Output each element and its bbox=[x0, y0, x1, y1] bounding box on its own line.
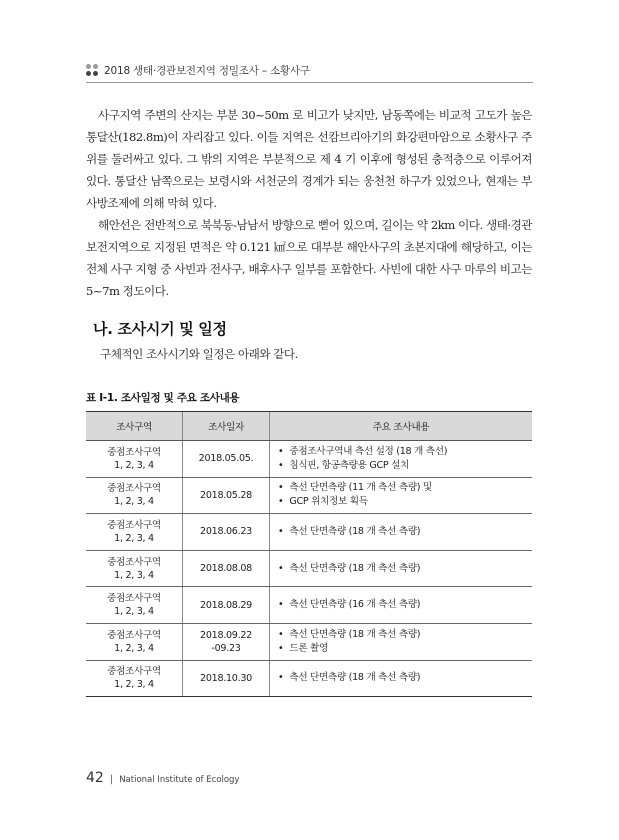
survey-date: 2018.08.08 bbox=[200, 563, 252, 575]
area-numbers: 1, 2, 3, 4 bbox=[114, 606, 154, 618]
cell-area bbox=[86, 587, 183, 624]
cell-content bbox=[270, 514, 533, 551]
cell-content bbox=[270, 623, 533, 660]
content-list bbox=[278, 481, 532, 509]
area-numbers: 1, 2, 3, 4 bbox=[114, 532, 154, 544]
cell-content bbox=[270, 477, 533, 514]
cell-date bbox=[183, 660, 270, 697]
table-caption: 표 Ⅰ-1. 조사일정 및 주요 조사내용 bbox=[86, 392, 240, 404]
content-item: • 드론 촬영 bbox=[278, 642, 532, 656]
cell-area bbox=[86, 441, 183, 478]
cell-date bbox=[183, 477, 270, 514]
content-item: • 측선 단면측량 (18 개 측선 측량) bbox=[278, 671, 532, 685]
page-header bbox=[86, 60, 310, 80]
header-date: 조사일자 bbox=[183, 412, 270, 441]
content-item: • 측선 단면측량 (18 개 측선 측량) bbox=[278, 628, 532, 642]
table-row bbox=[86, 514, 532, 551]
area-numbers: 1, 2, 3, 4 bbox=[114, 459, 154, 471]
area-numbers: 1, 2, 3, 4 bbox=[114, 569, 154, 581]
content-list bbox=[278, 628, 532, 656]
body-paragraph-2: 해안선은 전반적으로 북북동-남남서 방향으로 뻗어 있으며, 길이는 약 2km 이다. 생태·경관보전지역으로 지정된 면적은 약 0.121 ㎢으로 대부분 해안사구의 초본지대에 해당하고, 이는 전체 사구 지형 중 사빈과 전사구, 배후사구 일부를 포함한다. 사빈에 대한 사구 마루의 비고는 5~7m 정도이다. bbox=[86, 218, 532, 298]
header-title: 2018 생태·경관보전지역 정밀조사 – 소황사구 bbox=[104, 64, 310, 77]
survey-date: 2018.08.29 bbox=[200, 599, 252, 611]
cell-content bbox=[270, 550, 533, 587]
survey-date-end: -09.23 bbox=[211, 642, 241, 654]
area-numbers: 1, 2, 3, 4 bbox=[114, 679, 154, 691]
content-list bbox=[278, 562, 532, 576]
cell-content bbox=[270, 587, 533, 624]
survey-date: 2018.09.22 bbox=[200, 629, 252, 641]
cell-area bbox=[86, 477, 183, 514]
footer-separator: | bbox=[109, 774, 114, 785]
schedule-table bbox=[86, 411, 532, 697]
area-name: 중점조사구역 bbox=[107, 483, 161, 495]
content-list bbox=[278, 525, 532, 539]
content-item: • 측선 단면측량 (18 개 측선 측량) bbox=[278, 525, 532, 539]
survey-date: 2018.06.23 bbox=[200, 526, 252, 538]
area-name: 중점조사구역 bbox=[107, 519, 161, 531]
cell-date bbox=[183, 550, 270, 587]
survey-date: 2018.05.28 bbox=[200, 489, 252, 501]
cell-content bbox=[270, 660, 533, 697]
cell-date bbox=[183, 514, 270, 551]
area-name: 중점조사구역 bbox=[107, 629, 161, 641]
header-dots-icon bbox=[86, 64, 98, 76]
area-name: 중점조사구역 bbox=[107, 556, 161, 568]
content-list bbox=[278, 445, 532, 473]
survey-date: 2018.05.05. bbox=[198, 453, 254, 465]
header-content: 주요 조사내용 bbox=[270, 412, 533, 441]
cell-date bbox=[183, 441, 270, 478]
area-numbers: 1, 2, 3, 4 bbox=[114, 642, 154, 654]
area-name: 중점조사구역 bbox=[107, 593, 161, 605]
content-item: • 측선 단면측량 (18 개 측선 측량) bbox=[278, 562, 532, 576]
body-paragraph-1: 사구지역 주변의 산지는 부분 30~50m 로 비고가 낮지만, 남동쪽에는 비교적 고도가 높은 통달산(182.8m)이 자리잡고 있다. 이들 지역은 선캄브리아기의 화강편마암으로 소황사구 주위를 둘러싸고 있다. 그 밖의 지역은 부분적으로 제 4 기 이후에 형성된 충적층으로 이루어져 있다. 통달산 남쪽으로는 보령시와 서천군의 경계가 되는 웅천천 하구가 있었으나, 현재는 부사방조제에 의해 막혀 있다. bbox=[86, 108, 532, 210]
area-numbers: 1, 2, 3, 4 bbox=[114, 496, 154, 508]
content-item: • 측선 단면측량 (16 개 측선 측량) bbox=[278, 598, 532, 612]
area-name: 중점조사구역 bbox=[107, 666, 161, 678]
area-name: 중점조사구역 bbox=[107, 446, 161, 458]
content-item: • GCP 위치정보 획득 bbox=[278, 495, 532, 509]
section-description: 구체적인 조사시기와 일정은 아래와 같다. bbox=[100, 347, 298, 361]
cell-area bbox=[86, 660, 183, 697]
cell-area bbox=[86, 623, 183, 660]
table-row bbox=[86, 550, 532, 587]
header-divider bbox=[86, 82, 533, 83]
content-list bbox=[278, 598, 532, 612]
section-title: 나. 조사시기 및 일정 bbox=[93, 320, 227, 338]
cell-area bbox=[86, 514, 183, 551]
header-area: 조사구역 bbox=[86, 412, 183, 441]
table-row bbox=[86, 660, 532, 697]
page-number: 42 bbox=[86, 770, 104, 786]
table-row bbox=[86, 623, 532, 660]
content-item: • 측선 단면측량 (11 개 측선 측량) 및 bbox=[278, 481, 532, 495]
page-footer bbox=[86, 770, 239, 786]
content-item: • 중점조사구역내 측선 설정 (18 개 측선) bbox=[278, 445, 532, 459]
content-item: • 침식핀, 항공측량용 GCP 설치 bbox=[278, 459, 532, 473]
table-header-row bbox=[86, 412, 532, 441]
cell-date bbox=[183, 587, 270, 624]
footer-institution: National Institute of Ecology bbox=[119, 775, 240, 785]
cell-date bbox=[183, 623, 270, 660]
survey-date: 2018.10.30 bbox=[200, 672, 252, 684]
content-list bbox=[278, 671, 532, 685]
table-row bbox=[86, 587, 532, 624]
cell-area bbox=[86, 550, 183, 587]
cell-content bbox=[270, 441, 533, 478]
table-row bbox=[86, 477, 532, 514]
table-row bbox=[86, 441, 532, 478]
